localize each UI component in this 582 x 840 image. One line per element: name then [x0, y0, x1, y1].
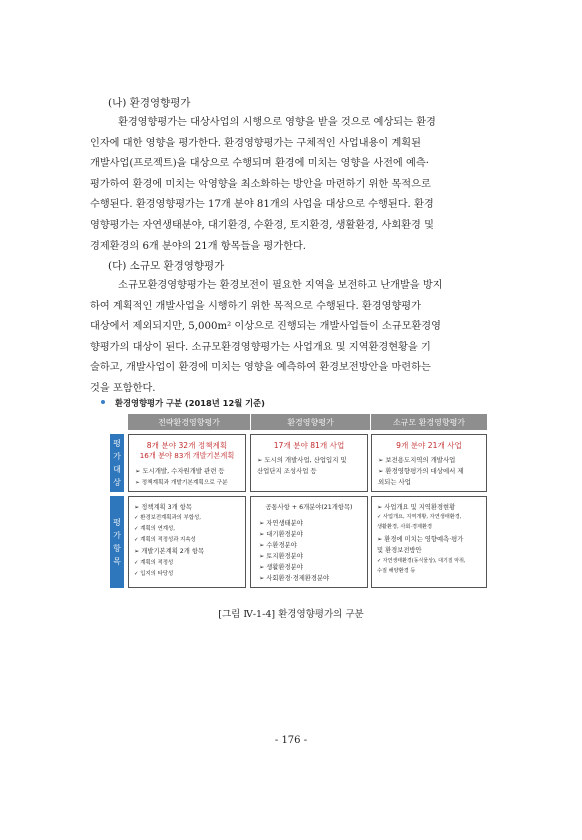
item-line: 수질 해양환경 등: [377, 568, 416, 574]
target-line: 9개 분야 21개 사업: [396, 441, 462, 450]
item-line: ➢ 개발기본계획 2개 항목: [134, 548, 205, 555]
paragraph-line: 술하고, 개발사업이 환경에 미치는 영향을 예측하여 환경보전방안을 마련하는: [90, 362, 431, 374]
item-line: ➢ 대기환경분야: [259, 531, 303, 538]
item-line: ✓ 입지의 타당성: [134, 571, 174, 577]
row-label-char: 가: [113, 452, 121, 461]
paragraph-line: 소규모환경영향평가는 환경보전이 필요한 지역을 보전하고 난개발을 방지: [118, 280, 443, 291]
target-line: 8개 분야 32개 정책계획: [146, 441, 228, 450]
section-heading-eia: (나) 환경영향평가: [108, 97, 191, 109]
item-line: ➢ 자연생태분야: [259, 520, 303, 527]
box-eia-target: [250, 434, 368, 492]
item-line: ✓ 계획의 연계성,: [134, 526, 175, 532]
target-item: ➢ 도시의 개발사업, 산업입지 및: [257, 456, 347, 464]
section-heading-small-eia: (다) 소규모 환경영향평가: [108, 260, 225, 272]
item-line: ✓ 사업개요, 지역개황, 자연생태환경,: [377, 514, 462, 520]
row-label-char: 가: [113, 531, 121, 540]
target-item: ➢ 정책계획과 개발기본계획으로 구분: [135, 480, 228, 486]
box-eia-items: [250, 496, 368, 588]
item-line: 및 환경보전방안: [377, 547, 422, 554]
item-line: ➢ 토지환경분야: [259, 553, 303, 560]
item-line: ✓ 환경보전계획과의 부합성,: [134, 515, 201, 521]
item-line: ✓ 계획의 적정성과 지속성: [134, 537, 196, 543]
column-header-eia: 환경영향평가: [250, 414, 370, 430]
figure-title: 환경영향평가 구분 (2018년 12월 기준): [115, 398, 265, 408]
row-label-char: 평: [113, 518, 121, 527]
box-strategic-items: [128, 496, 246, 588]
box-small-eia-items: [371, 496, 487, 588]
row-label-char: 항: [113, 544, 121, 553]
paragraph-line: 인자에 대한 영향을 평가한다. 환경영향평가는 구체적인 사업내용이 계획된: [90, 137, 421, 149]
paragraph-line: 개발사업(프로젝트)을 대상으로 수행되며 환경에 미치는 영향을 사전에 예측·: [90, 158, 429, 170]
row-label-char: 상: [113, 478, 121, 487]
bullet-icon: [101, 400, 105, 404]
target-item: ➢ 환경영향평가의 대상에서 제: [378, 467, 464, 475]
paragraph-line: 환경영향평가는 대상사업의 시행으로 영향을 받을 것으로 예상되는 환경: [118, 117, 436, 128]
item-line: ➢ 생활환경분야: [259, 564, 303, 571]
target-line: 17개 분야 81개 사업: [273, 441, 345, 450]
row-label-target: [110, 434, 124, 492]
paragraph-line: 것을 포함한다.: [90, 382, 156, 394]
target-item: 산업단지 조성사업 등: [257, 467, 317, 475]
figure-caption: [그림 Ⅳ-1-4] 환경영향평가의 구분: [218, 609, 364, 620]
row-label-char: 목: [113, 557, 121, 566]
item-line: 생활환경, 사회·경제환경: [377, 524, 433, 530]
item-line: ✓ 계획의 적정성: [134, 560, 174, 566]
column-header-strategic: 전략환경영향평가: [128, 414, 250, 430]
item-line: ➢ 사회환경·경제환경분야: [259, 575, 330, 582]
item-line: ✓ 자연생태환경(동식물상), 대기질 악취,: [377, 558, 466, 564]
paragraph-line: 평가하여 환경에 미치는 악영향을 최소화하는 방안을 마련하기 위한 목적으로: [90, 178, 431, 190]
target-item: 외되는 사업: [378, 478, 411, 486]
row-label-char: 평: [113, 439, 121, 448]
item-line: ➢ 수환경분야: [259, 542, 297, 549]
item-head: 공통사항 + 6개분야(21개항목): [265, 504, 353, 511]
item-line: ➢ 환경에 미치는 영향예측·평가: [377, 536, 464, 543]
box-small-eia-target: [371, 434, 487, 492]
target-line: 16개 분야 83개 개발기본계획: [139, 451, 235, 460]
paragraph-line: 영향평가는 자연생태분야, 대기환경, 수환경, 토지환경, 생활환경, 사회환경 및: [90, 219, 434, 231]
item-line: ➢ 사업개요 및 지역환경현황: [377, 504, 456, 511]
row-label-items: [110, 496, 124, 588]
paragraph-line: 경제환경의 6개 분야의 21개 항목들을 평가한다.: [90, 240, 307, 252]
column-header-small-eia: 소규모 환경영향평가: [370, 414, 487, 430]
target-item: ➢ 보전용도지역의 개발사업: [378, 456, 456, 464]
paragraph-small-eia: [90, 276, 488, 400]
row-label-char: 대: [113, 465, 121, 474]
paragraph-line: 대상에서 제외되지만, 5,000m² 이상으로 진행되는 개발사업들이 소규모환경영: [90, 321, 441, 333]
paragraph-line: 하여 계획적인 개발사업을 시행하기 위한 목적으로 수행된다. 환경영향평가: [90, 300, 421, 312]
box-strategic-target: [128, 434, 246, 492]
target-item: ➢ 도시개발, 수자원개발 관련 등: [135, 467, 225, 475]
item-line: ➢ 정책계획 3개 항목: [134, 504, 192, 511]
paragraph-line: 수행된다. 환경영향평가는 17개 분야 81개의 사업을 대상으로 수행된다. 환경: [90, 199, 434, 211]
page-number: - 176 -: [274, 735, 308, 746]
paragraph-eia: [90, 113, 488, 257]
paragraph-line: 향평가의 대상이 된다. 소규모환경영향평가는 사업개요 및 지역환경현황을 기: [90, 341, 431, 353]
